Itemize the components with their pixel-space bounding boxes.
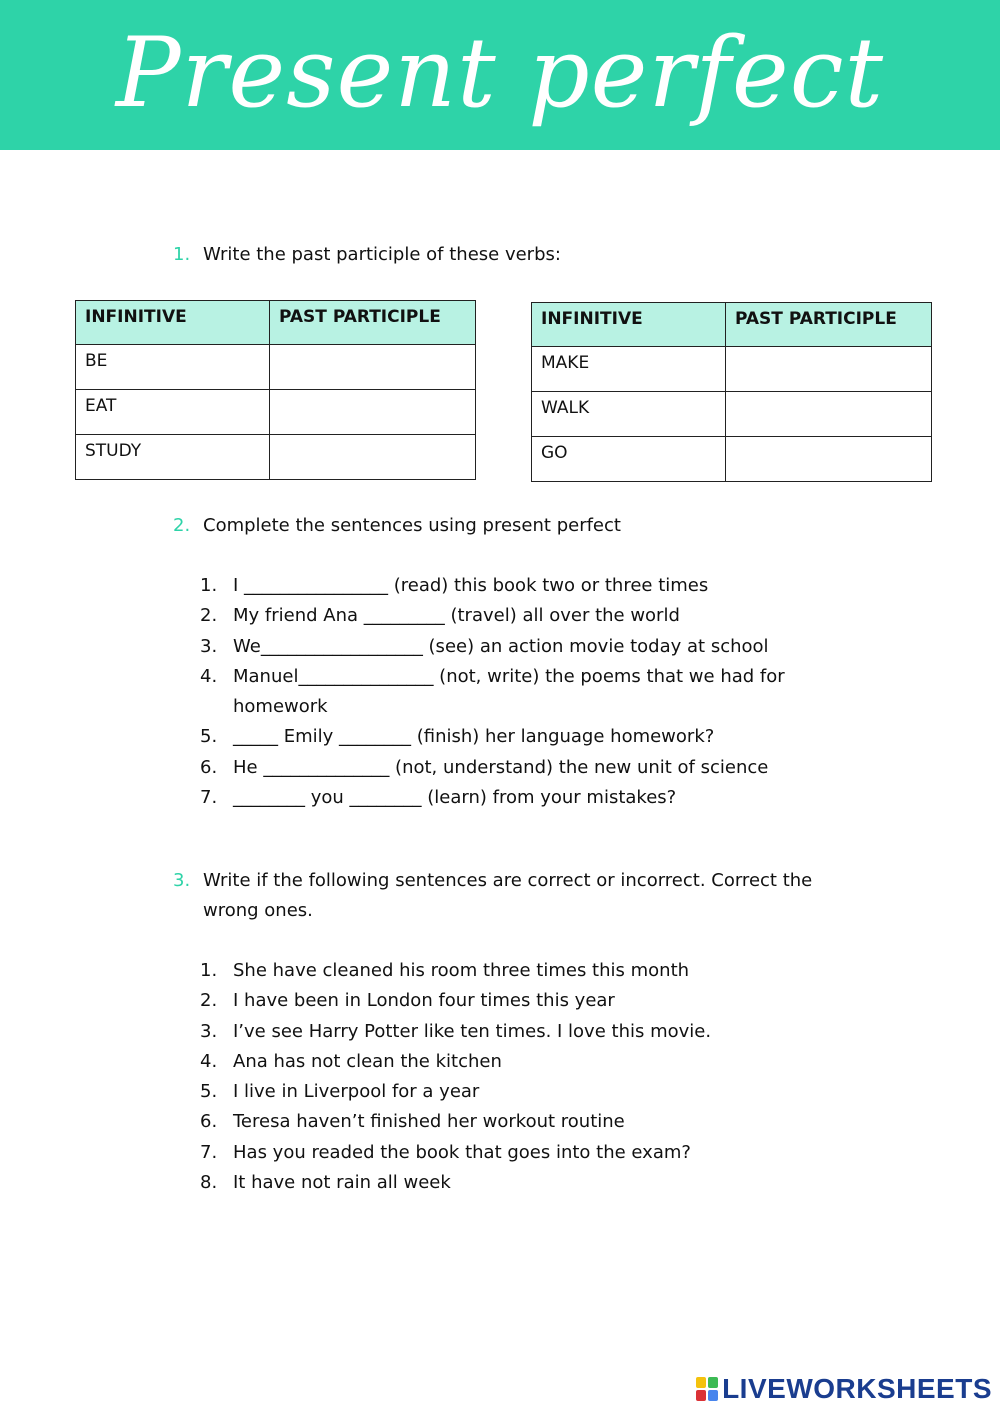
table-row [532,392,932,437]
logo-squares-icon [696,1377,718,1401]
infinitive-header: INFINITIVE [532,303,726,347]
item-sentence: Has you readed the book that goes into the exam? [233,1141,691,1163]
question-number: 1. [173,244,191,265]
verb-table-right [531,302,932,482]
list-item [200,662,870,723]
past-participle-answer-cell[interactable] [726,347,932,392]
list-item [200,722,870,752]
table-row [532,437,932,482]
question-number: 2. [173,515,191,536]
table-header-row [532,303,932,347]
item-sentence: Manuel_______________ (not, write) the poems that we had for homework [233,665,785,718]
item-sentence: It have not rain all week [233,1172,451,1194]
list-item [200,753,870,783]
table-row [76,435,476,480]
table-header-row [76,301,476,345]
exercise-3-list [200,956,870,1198]
item-number: 4. [200,665,218,687]
table-row [76,345,476,390]
item-number: 6. [200,1111,218,1133]
item-number: 3. [200,1020,218,1042]
question-instruction: Write if the following sentences are correct or incorrect. Correct the wrong ones. [203,870,813,921]
item-sentence: My friend Ana _________ (travel) all over the world [233,605,680,627]
table-row [532,347,932,392]
question-instruction: Write the past participle of these verbs: [203,244,561,265]
item-number: 7. [200,1141,218,1163]
item-number: 4. [200,1050,218,1072]
infinitive-header: INFINITIVE [76,301,270,345]
question-1 [173,240,561,270]
item-sentence: He ______________ (not, understand) the new unit of science [233,756,769,778]
item-number: 2. [200,605,218,627]
item-sentence: I ________________ (read) this book two or three times [233,575,709,596]
item-sentence: Teresa haven’t finished her workout routine [233,1111,625,1133]
past-participle-header: PAST PARTICIPLE [270,301,476,345]
list-item [200,601,870,631]
item-number: 7. [200,787,218,809]
list-item [200,1047,870,1077]
list-item [200,1017,870,1047]
item-sentence: We__________________ (see) an action movie today at school [233,635,769,657]
past-participle-answer-cell[interactable] [270,435,476,480]
past-participle-answer-cell[interactable] [270,390,476,435]
infinitive-cell: STUDY [76,435,270,480]
item-number: 2. [200,990,218,1012]
infinitive-cell: EAT [76,390,270,435]
question-2 [173,511,621,541]
list-item [200,783,870,813]
past-participle-header: PAST PARTICIPLE [726,303,932,347]
list-item [200,1138,870,1168]
verb-table-left [75,300,476,480]
item-sentence: Ana has not clean the kitchen [233,1050,502,1072]
question-number: 3. [173,870,191,891]
infinitive-cell: MAKE [532,347,726,392]
liveworksheets-logo[interactable] [696,1371,992,1407]
past-participle-answer-cell[interactable] [270,345,476,390]
item-sentence: I live in Liverpool for a year [233,1081,480,1103]
title-banner [0,0,1000,150]
list-item [200,1077,870,1107]
item-number: 8. [200,1172,218,1194]
item-number: 1. [200,575,218,596]
table-row [76,390,476,435]
list-item [200,632,870,662]
list-item [200,986,870,1016]
item-sentence: ________ you ________ (learn) from your mistakes? [233,787,677,809]
item-number: 6. [200,756,218,778]
question-instruction: Complete the sentences using present perfect [203,515,621,536]
item-sentence: I have been in London four times this year [233,990,615,1012]
infinitive-cell: WALK [532,392,726,437]
list-item [200,1168,870,1198]
past-participle-answer-cell[interactable] [726,437,932,482]
item-number: 3. [200,635,218,657]
infinitive-cell: BE [76,345,270,390]
infinitive-cell: GO [532,437,726,482]
past-participle-answer-cell[interactable] [726,392,932,437]
item-sentence: She have cleaned his room three times this month [233,960,690,981]
item-number: 5. [200,726,218,748]
item-number: 1. [200,960,218,981]
list-item [200,571,870,601]
item-sentence: I’ve see Harry Potter like ten times. I love this movie. [233,1020,712,1042]
logo-text: LIVEWORKSHEETS [722,1373,992,1404]
item-number: 5. [200,1081,218,1103]
list-item [200,956,870,986]
page-title: Present perfect [115,17,885,129]
question-3 [173,866,843,926]
exercise-2-list [200,571,870,813]
list-item [200,1107,870,1137]
item-sentence: _____ Emily ________ (finish) her language homework? [233,726,715,748]
